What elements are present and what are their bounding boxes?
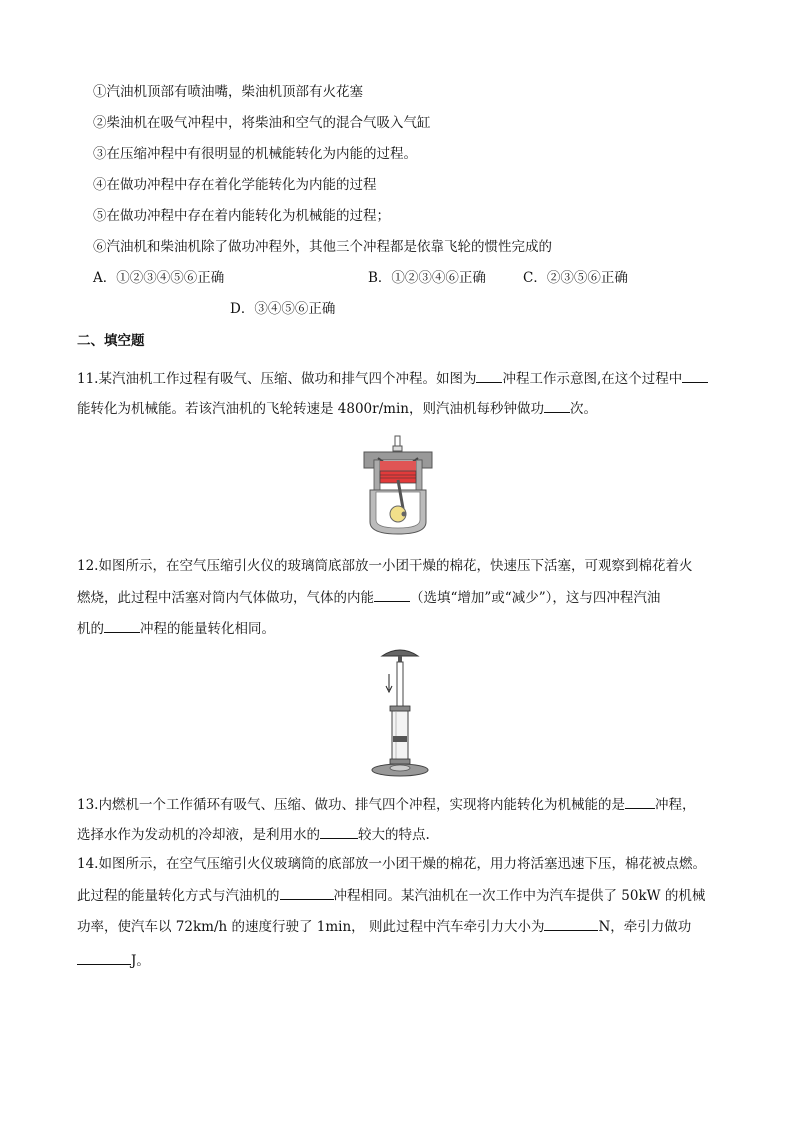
q12-text-2: 燃烧，此过程中活塞对筒内气体做功，气体的内能 bbox=[77, 590, 374, 606]
air-compression-igniter-figure bbox=[368, 644, 432, 780]
statement-1: ①汽油机顶部有喷油嘴，柴油机顶部有火花塞 bbox=[93, 84, 363, 100]
statement-5: ⑤在做功冲程中存在着内能转化为机械能的过程； bbox=[93, 208, 390, 224]
option-c[interactable]: C．②③⑤⑥正确 bbox=[523, 270, 628, 286]
q12-blank-1[interactable] bbox=[374, 587, 410, 602]
q14-text-5: N，牵引力做功 bbox=[598, 919, 692, 935]
q13-text-1: 13.内燃机一个工作循环有吸气、压缩、做功、排气四个冲程，实现将内能转化为机械能的是 bbox=[77, 797, 625, 813]
q13-text-2: 冲程， bbox=[654, 797, 696, 813]
q13-text-4: 较大的特点. bbox=[358, 827, 430, 843]
option-b[interactable]: B．①②③④⑥正确 bbox=[368, 270, 486, 286]
q14-line-4 bbox=[77, 950, 150, 971]
q12-blank-2[interactable] bbox=[104, 618, 140, 633]
q12-text-3: （选填“增加”或“减少”），这与四冲程汽油 bbox=[410, 590, 661, 606]
q11-line-2 bbox=[77, 398, 597, 419]
q12-text-4: 机的 bbox=[77, 621, 104, 637]
q12-line-3 bbox=[77, 618, 275, 639]
statement-3: ③在压缩冲程中有很明显的机械能转化为内能的过程。 bbox=[93, 146, 417, 162]
q11-text-3: 能转化为机械能。若该汽油机的飞轮转速是 4800r/min，则汽油机每秒钟做功 bbox=[77, 401, 544, 417]
q11-blank-1[interactable] bbox=[476, 368, 502, 383]
q14-line-2 bbox=[77, 885, 705, 906]
q13-text-3: 选择水作为发动机的冷却液，是利用水的 bbox=[77, 827, 320, 843]
statement-2: ②柴油机在吸气冲程中，将柴油和空气的混合气吸入气缸 bbox=[93, 115, 431, 131]
option-d[interactable]: D．③④⑤⑥正确 bbox=[230, 301, 336, 317]
q14-line-1: 14.如图所示，在空气压缩引火仪玻璃筒的底部放一小团干燥的棉花，用力将活塞迅速下压，棉花被点燃。 bbox=[77, 856, 706, 872]
q13-line-1 bbox=[77, 794, 695, 815]
q11-text-1: 11.某汽油机工作过程有吸气、压缩、做功和排气四个冲程。如图为 bbox=[77, 371, 477, 387]
statement-6: ⑥汽油机和柴油机除了做功冲程外，其他三个冲程都是依靠飞轮的惯性完成的 bbox=[93, 239, 552, 255]
q11-text-4: 次。 bbox=[569, 401, 597, 417]
q14-line-3 bbox=[77, 916, 691, 937]
q12-line-1: 12.如图所示，在空气压缩引火仪的玻璃筒底部放一小团干燥的棉花，快速压下活塞，可观察到棉花着火 bbox=[77, 558, 693, 574]
q14-text-3: 冲程相同。某汽油机在一次工作中为汽车提供了 50kW 的机械 bbox=[333, 888, 706, 904]
q12-line-2 bbox=[77, 587, 660, 608]
section-title: 二、填空题 bbox=[77, 333, 145, 349]
q14-text-6: J。 bbox=[131, 953, 150, 969]
q14-blank-1[interactable] bbox=[280, 885, 334, 900]
q14-text-2: 此过程的能量转化方式与汽油机的 bbox=[77, 888, 280, 904]
q14-blank-3[interactable] bbox=[77, 950, 131, 965]
q11-text-2: 冲程工作示意图,在这个过程中 bbox=[502, 371, 683, 387]
statement-4: ④在做功冲程中存在着化学能转化为内能的过程 bbox=[93, 177, 377, 193]
q13-line-2 bbox=[77, 824, 430, 845]
q14-blank-2[interactable] bbox=[544, 916, 598, 931]
option-a[interactable]: A．①②③④⑤⑥正确 bbox=[93, 270, 225, 286]
q11-blank-2[interactable] bbox=[682, 368, 708, 383]
q11-line-1 bbox=[77, 368, 708, 389]
q13-blank-1[interactable] bbox=[625, 794, 655, 809]
q12-text-5: 冲程的能量转化相同。 bbox=[140, 621, 275, 637]
engine-figure bbox=[358, 434, 438, 538]
q14-text-4: 功率，使汽车以 72km/h 的速度行驶了 1min， 则此过程中汽车牵引力大小为 bbox=[77, 919, 545, 935]
q11-blank-3[interactable] bbox=[544, 398, 570, 413]
q13-blank-2[interactable] bbox=[320, 824, 358, 839]
